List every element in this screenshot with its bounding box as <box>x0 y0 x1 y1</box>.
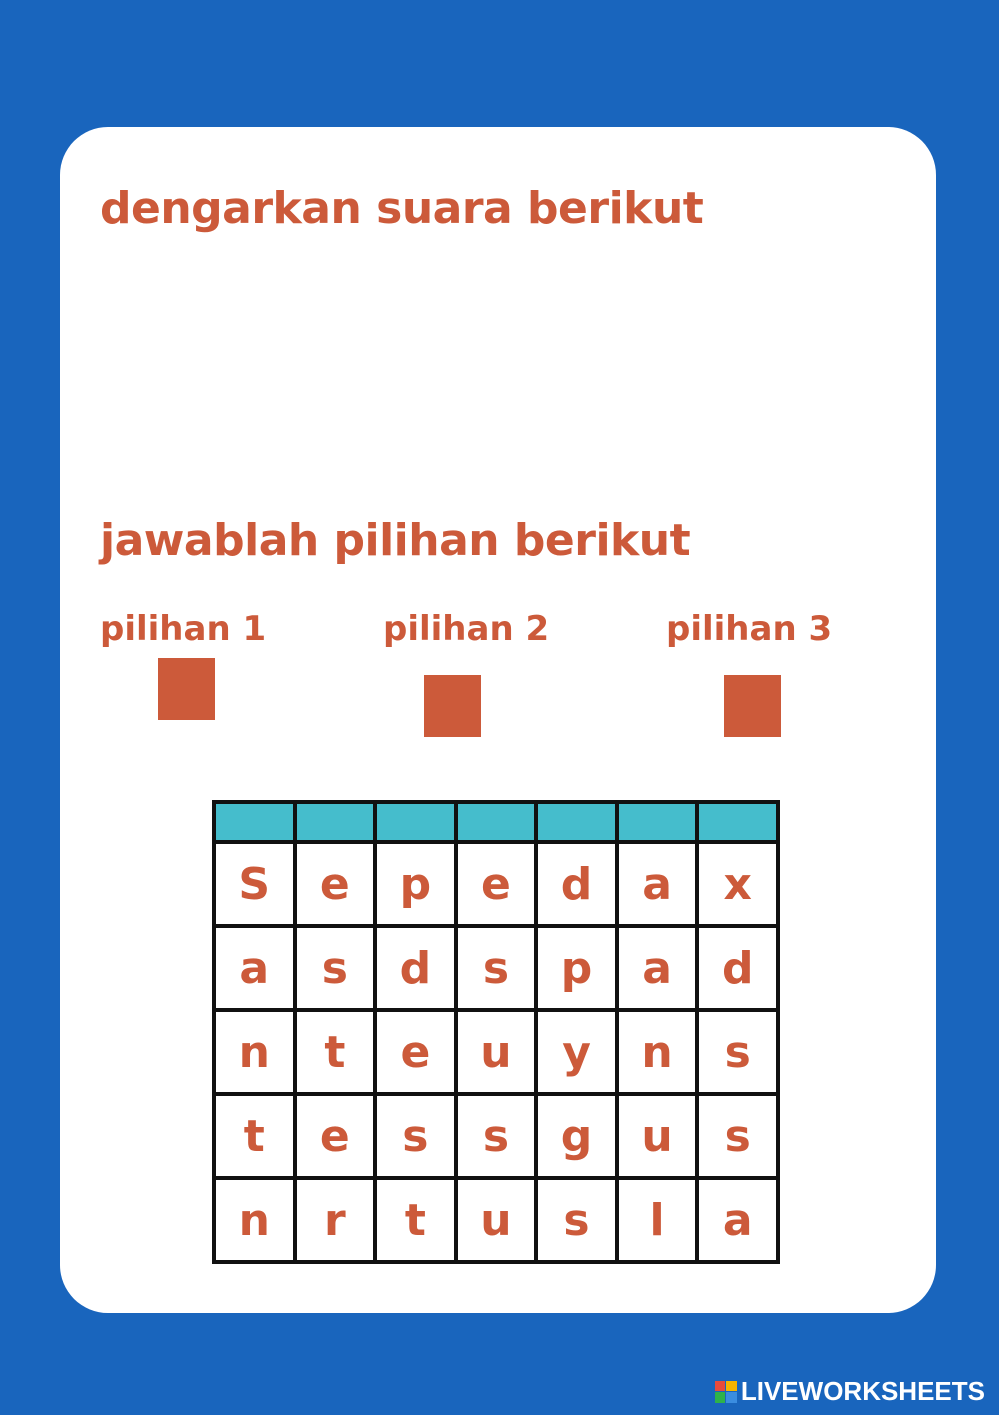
grid-cell[interactable]: s <box>456 1094 537 1178</box>
grid-header-cell <box>536 802 617 842</box>
grid-cell[interactable]: n <box>214 1010 295 1094</box>
grid-cell[interactable]: u <box>617 1094 698 1178</box>
grid-header-cell <box>697 802 778 842</box>
grid-cell[interactable]: a <box>617 842 698 926</box>
grid-cell[interactable]: e <box>456 842 537 926</box>
grid-cell[interactable]: s <box>697 1094 778 1178</box>
liveworksheets-logo-text: LIVEWORKSHEETS <box>740 1376 985 1406</box>
grid-header-cell <box>214 802 295 842</box>
grid-cell[interactable]: e <box>375 1010 456 1094</box>
option-2-label: pilihan 2 <box>383 609 550 649</box>
listen-heading: dengarkan suara berikut <box>100 183 704 234</box>
worksheet-card <box>60 127 936 1313</box>
grid-cell[interactable]: d <box>697 926 778 1010</box>
grid-cell[interactable]: t <box>375 1178 456 1262</box>
grid-header-row <box>214 802 778 842</box>
grid-row <box>214 1010 778 1094</box>
grid-cell[interactable]: a <box>697 1178 778 1262</box>
grid-cell[interactable]: p <box>536 926 617 1010</box>
grid-header-cell <box>617 802 698 842</box>
liveworksheets-logo <box>715 1376 985 1407</box>
option-3-checkbox[interactable] <box>724 675 781 737</box>
word-search-grid <box>212 800 780 1264</box>
grid-cell[interactable]: n <box>214 1178 295 1262</box>
grid-header-cell <box>375 802 456 842</box>
grid-cell[interactable]: t <box>214 1094 295 1178</box>
grid-cell[interactable]: u <box>456 1178 537 1262</box>
grid-cell[interactable]: a <box>617 926 698 1010</box>
grid-header-cell <box>456 802 537 842</box>
grid-cell[interactable]: y <box>536 1010 617 1094</box>
grid-row <box>214 926 778 1010</box>
grid-cell[interactable]: n <box>617 1010 698 1094</box>
option-1-checkbox[interactable] <box>158 658 215 720</box>
grid-cell[interactable]: l <box>617 1178 698 1262</box>
grid-cell[interactable]: r <box>295 1178 376 1262</box>
grid-cell[interactable]: e <box>295 842 376 926</box>
grid-cell[interactable]: s <box>375 1094 456 1178</box>
liveworksheets-logo-icon <box>715 1381 737 1403</box>
grid-cell[interactable]: d <box>375 926 456 1010</box>
grid-cell[interactable]: p <box>375 842 456 926</box>
grid-cell[interactable]: g <box>536 1094 617 1178</box>
grid-cell[interactable]: d <box>536 842 617 926</box>
option-1-label: pilihan 1 <box>100 609 267 649</box>
grid-cell[interactable]: s <box>536 1178 617 1262</box>
grid-cell[interactable]: u <box>456 1010 537 1094</box>
grid-cell[interactable]: x <box>697 842 778 926</box>
grid-header-cell <box>295 802 376 842</box>
option-3-label: pilihan 3 <box>666 609 833 649</box>
grid-cell[interactable]: s <box>456 926 537 1010</box>
grid-row <box>214 1178 778 1262</box>
grid-cell[interactable]: a <box>214 926 295 1010</box>
grid-row <box>214 842 778 926</box>
grid-cell[interactable]: e <box>295 1094 376 1178</box>
grid-cell[interactable]: t <box>295 1010 376 1094</box>
grid-cell[interactable]: s <box>295 926 376 1010</box>
grid-row <box>214 1094 778 1178</box>
grid-cell[interactable]: S <box>214 842 295 926</box>
answer-heading: jawablah pilihan berikut <box>100 515 691 566</box>
option-2-checkbox[interactable] <box>424 675 481 737</box>
grid-cell[interactable]: s <box>697 1010 778 1094</box>
